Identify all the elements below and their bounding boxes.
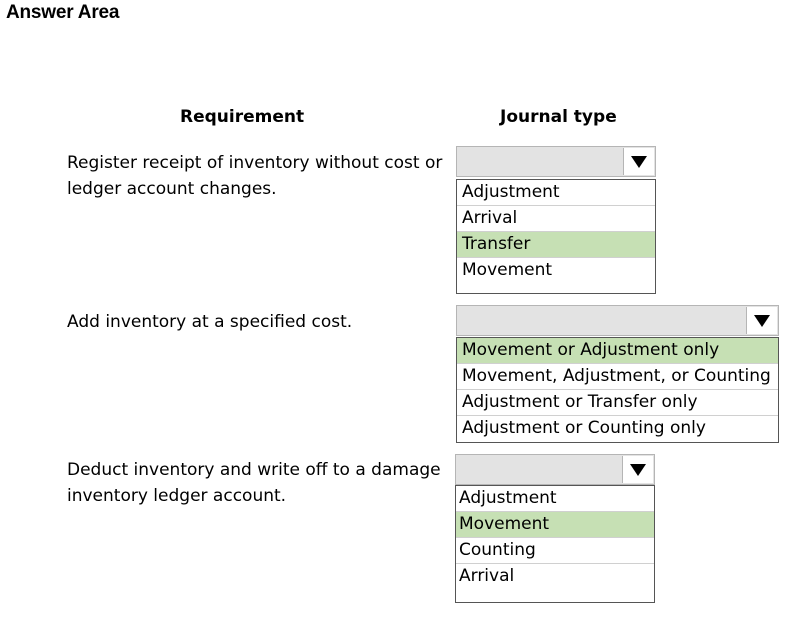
requirement-3 xyxy=(67,457,452,509)
dropdown-2-option-movement-adjustment-counting[interactable]: Movement, Adjustment, or Counting xyxy=(457,364,778,390)
dropdown-3-options xyxy=(455,485,655,603)
triangle-down-icon xyxy=(630,155,648,169)
dropdown-3-option-arrival[interactable]: Arrival xyxy=(459,566,515,586)
dropdown-1-option-movement[interactable]: Movement xyxy=(462,260,553,280)
requirement-2 xyxy=(67,309,452,335)
dropdown-2-option-movement-or-adjustment[interactable]: Movement or Adjustment only xyxy=(457,338,778,364)
requirement-header: Requirement xyxy=(180,107,305,127)
dropdown-2-arrow-button[interactable] xyxy=(746,307,777,334)
dropdown-1-select-box[interactable] xyxy=(456,146,656,177)
dropdown-2-option-adjustment-or-transfer[interactable]: Adjustment or Transfer only xyxy=(457,390,778,416)
dropdown-1-option-transfer[interactable]: Transfer xyxy=(457,232,655,258)
journal-type-header: Journal type xyxy=(500,107,617,127)
dropdown-2-options xyxy=(456,337,779,443)
dropdown-3-select-box[interactable] xyxy=(455,454,655,485)
triangle-down-icon xyxy=(629,463,647,477)
requirement-1-line-2: ledger account changes. xyxy=(67,179,277,199)
requirement-1 xyxy=(67,150,452,202)
triangle-down-icon xyxy=(753,314,771,328)
answer-area-title: Answer Area xyxy=(6,2,120,23)
requirement-2-line-1: Add inventory at a specified cost. xyxy=(67,312,353,332)
dropdown-1-option-arrival[interactable]: Arrival xyxy=(457,206,655,232)
requirement-1-line-1: Register receipt of inventory without cost or xyxy=(67,153,443,173)
dropdown-3-arrow-button[interactable] xyxy=(622,456,653,483)
dropdown-3-option-adjustment[interactable]: Adjustment xyxy=(456,486,654,512)
dropdown-2-select-box[interactable] xyxy=(456,305,779,336)
dropdown-1-arrow-button[interactable] xyxy=(623,148,654,175)
requirement-3-line-2: inventory ledger account. xyxy=(67,486,287,506)
dropdown-3-option-movement[interactable]: Movement xyxy=(456,512,654,538)
dropdown-1-option-adjustment[interactable]: Adjustment xyxy=(457,180,655,206)
dropdown-2-option-adjustment-or-counting[interactable]: Adjustment or Counting only xyxy=(462,418,706,438)
dropdown-1-options xyxy=(456,179,656,294)
requirement-3-line-1: Deduct inventory and write off to a damage xyxy=(67,460,441,480)
dropdown-3-option-counting[interactable]: Counting xyxy=(456,538,654,564)
